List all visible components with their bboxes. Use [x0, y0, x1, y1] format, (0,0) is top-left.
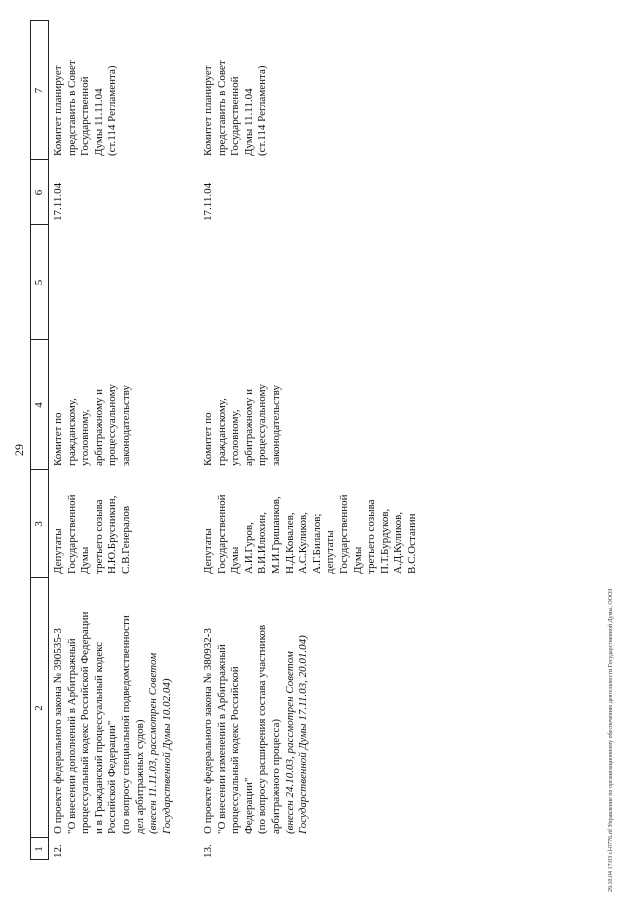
- plan-line: Комитет планирует: [202, 65, 214, 156]
- column-number: 4: [33, 402, 45, 408]
- plan-line: Комитет планирует: [52, 65, 64, 156]
- note-line: Государственной Думы 17.11.03, 20.01.04): [297, 635, 310, 834]
- title-line: процессуальный кодекс Российской Федерации: [79, 611, 92, 834]
- committee-line: уголовному,: [229, 409, 242, 466]
- title-line: и в Гражданский процессуальный кодекс: [92, 641, 105, 834]
- title-line: О проекте федерального закона № 390535-3: [52, 628, 64, 834]
- title-line: Федерации": [242, 777, 255, 834]
- row-number: 13.: [202, 844, 214, 858]
- committee-line: Комитет по: [202, 412, 214, 466]
- committee-line: законодательству: [269, 385, 282, 466]
- column-number: 3: [33, 521, 45, 527]
- plan-line: Государственной: [229, 76, 242, 156]
- authors: [202, 494, 420, 574]
- author-line: В.И.Илюхин,: [256, 511, 269, 574]
- bill-title: [52, 612, 174, 834]
- committee-line: гражданскому,: [215, 398, 228, 466]
- author-line: А.С.Куликов,: [297, 512, 310, 574]
- author-line: Государственной: [337, 494, 350, 574]
- author-line: А.Д.Куликов,: [392, 511, 405, 574]
- author-line: Думы: [79, 546, 92, 574]
- plan-line: Думы 11.11.04: [92, 88, 105, 156]
- committee-line: законодательству: [119, 385, 132, 466]
- committee-line: уголовному,: [79, 409, 92, 466]
- title-line: (по вопросу специальной подведомственности: [119, 615, 132, 834]
- author-line: Н.Д.Ковалев,: [283, 512, 296, 574]
- authors: [52, 494, 134, 574]
- author-line: Депутаты: [202, 528, 214, 574]
- author-line: В.С.Останин: [405, 513, 418, 574]
- title-line: дел арбитражных судов): [133, 719, 146, 834]
- note-line: (внесен 24.10.03, рассмотрен Советом: [283, 651, 296, 834]
- author-line: А.И.Гуров,: [242, 522, 255, 574]
- plan-line: представить в Совет: [65, 60, 78, 156]
- author-line: Государственной: [65, 494, 78, 574]
- author-line: депутаты: [324, 530, 337, 574]
- column-number: 5: [33, 279, 45, 286]
- column-number: 6: [33, 189, 45, 196]
- plan-line: представить в Совет: [215, 60, 228, 156]
- title-line: процессуальный кодекс Российской: [229, 666, 242, 834]
- column-number: 7: [33, 87, 45, 94]
- column-number: 1: [33, 846, 45, 852]
- author-line: М.И.Гришанков,: [269, 496, 282, 574]
- author-line: А.Г.Билалов;: [310, 513, 323, 574]
- committee-line: процессуальному: [106, 383, 119, 466]
- title-line: арбитражного процесса): [269, 718, 282, 834]
- plan-line: Государственной: [79, 76, 92, 156]
- date: 17.11.04: [202, 182, 214, 221]
- author-line: третьего созыва: [365, 499, 378, 574]
- author-line: П.Т.Бурдуков,: [378, 508, 391, 574]
- plan-line: (ст.114 Регламента): [106, 65, 119, 156]
- author-line: С.В.Генералов: [119, 505, 132, 574]
- plan-line: (ст.114 Регламента): [256, 65, 269, 156]
- author-line: Думы: [351, 546, 364, 574]
- author-line: Думы: [229, 546, 242, 574]
- column-number: 2: [33, 705, 45, 711]
- author-line: Депутаты: [52, 528, 64, 574]
- note-line: Государственной Думы 10.02.04): [160, 678, 173, 834]
- agenda-table: [0, 20, 640, 860]
- date: 17.11.04: [52, 182, 64, 221]
- note-line: (внесен 11.11.03, рассмотрен Советом: [147, 652, 160, 834]
- author-line: Н.Ю.Брусникин,: [106, 495, 119, 574]
- title-line: "О внесении дополнений в Арбитражный: [65, 638, 78, 834]
- title-line: Российской Федерации": [106, 720, 119, 834]
- footer-note: 29.10.04 17:03 cl-0776.rtf Управление по организационному обеспечению деятельности Государственной Думы, ОООЗ: [608, 588, 614, 892]
- committee-line: процессуальному: [256, 383, 269, 466]
- title-line: О проекте федерального закона № 380932-3: [202, 628, 214, 834]
- title-line: (по вопросу расширения состава участников: [256, 624, 269, 834]
- plan: [202, 60, 270, 156]
- committee: [202, 384, 284, 466]
- page-number: 29: [12, 444, 26, 456]
- title-line: "О внесении изменений в Арбитражный: [215, 644, 228, 834]
- plan: [52, 60, 120, 156]
- author-line: третьего созыва: [92, 499, 105, 574]
- row-number: 12.: [52, 844, 64, 858]
- plan-line: Думы 11.11.04: [242, 88, 255, 156]
- bill-title: [202, 625, 311, 834]
- author-line: Государственной: [215, 494, 228, 574]
- committee-line: Комитет по: [52, 412, 64, 466]
- committee: [52, 384, 134, 466]
- committee-line: гражданскому,: [65, 398, 78, 466]
- committee-line: арбитражному и: [242, 388, 255, 466]
- committee-line: арбитражному и: [92, 388, 105, 466]
- header-top-line: [30, 20, 31, 860]
- header-bottom-line: [48, 20, 49, 860]
